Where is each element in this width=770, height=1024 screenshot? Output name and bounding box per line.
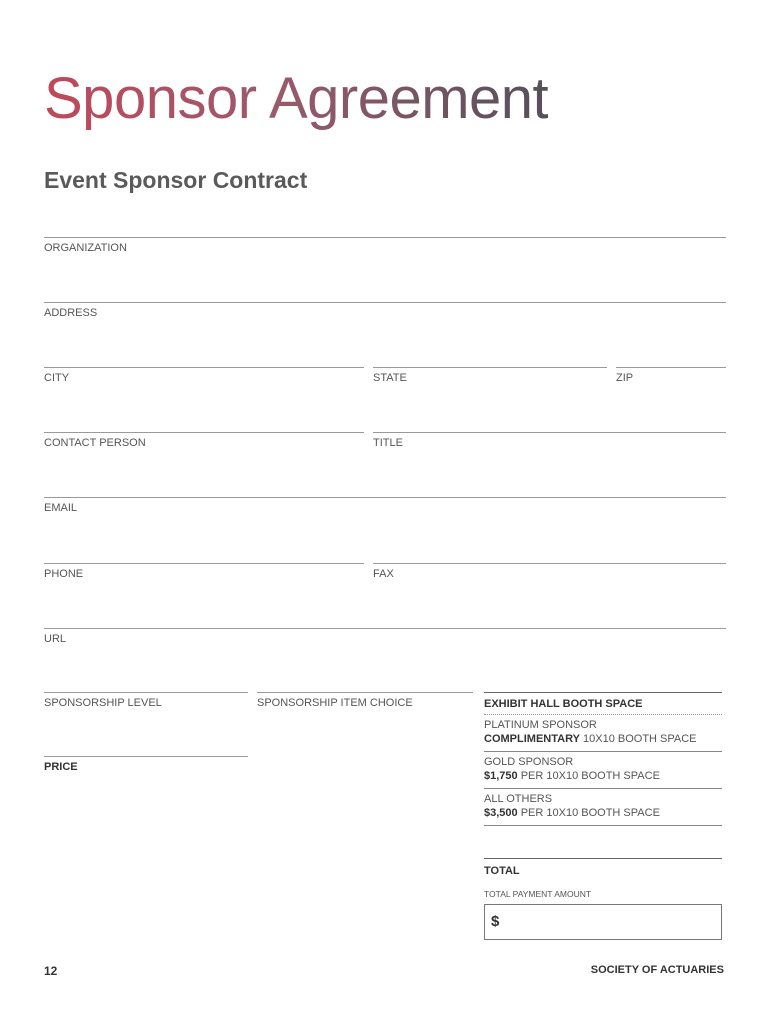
organization-field[interactable] xyxy=(44,237,726,302)
contact-person-label: CONTACT PERSON xyxy=(44,437,146,449)
title-label: TITLE xyxy=(373,437,403,449)
organization-label: ORGANIZATION xyxy=(44,242,127,254)
sponsorship-item-choice-label: SPONSORSHIP ITEM CHOICE xyxy=(257,697,413,709)
booth-option-price: $1,750 xyxy=(484,770,518,782)
address-field[interactable] xyxy=(44,302,726,367)
booth-space-table xyxy=(484,692,722,826)
footer-organization: SOCIETY OF ACTUARIES xyxy=(590,964,724,976)
total-label: TOTAL xyxy=(484,865,520,877)
booth-option-level: ALL OTHERS xyxy=(484,793,553,805)
total-payment-amount-input[interactable] xyxy=(484,904,722,940)
booth-option-level: GOLD SPONSOR xyxy=(484,756,574,768)
price-field[interactable] xyxy=(44,756,248,797)
sponsorship-level-field[interactable] xyxy=(44,692,248,755)
total-payment-amount-label: TOTAL PAYMENT AMOUNT xyxy=(484,889,592,899)
booth-option-all-others xyxy=(484,789,722,826)
email-label: EMAIL xyxy=(44,502,78,514)
address-label: ADDRESS xyxy=(44,307,98,319)
state-label: STATE xyxy=(373,372,407,384)
contact-person-field[interactable] xyxy=(44,432,364,497)
dollar-sign: $ xyxy=(491,913,500,930)
booth-option-detail: 10X10 BOOTH SPACE xyxy=(583,733,697,745)
sponsorship-level-label: SPONSORSHIP LEVEL xyxy=(44,697,162,709)
zip-label: ZIP xyxy=(616,372,634,384)
price-label: PRICE xyxy=(44,761,78,773)
phone-label: PHONE xyxy=(44,568,84,580)
page-title: Sponsor Agreement xyxy=(44,64,548,134)
page-subtitle: Event Sponsor Contract xyxy=(44,167,308,193)
city-label: CITY xyxy=(44,372,70,384)
booth-option-price: COMPLIMENTARY xyxy=(484,733,580,745)
phone-field[interactable] xyxy=(44,563,364,628)
booth-option-gold xyxy=(484,752,722,789)
booth-option-level: PLATINUM SPONSOR xyxy=(484,719,597,731)
booth-option-detail: PER 10X10 BOOTH SPACE xyxy=(520,807,660,819)
url-field[interactable] xyxy=(44,628,726,693)
total-section xyxy=(484,858,722,940)
city-field[interactable] xyxy=(44,367,364,432)
booth-option-platinum xyxy=(484,715,722,752)
state-field[interactable] xyxy=(373,367,607,432)
page-number: 12 xyxy=(44,964,58,978)
zip-field[interactable] xyxy=(616,367,726,432)
url-label: URL xyxy=(44,633,67,645)
booth-option-detail: PER 10X10 BOOTH SPACE xyxy=(520,770,660,782)
fax-label: FAX xyxy=(373,568,394,580)
booth-space-heading: EXHIBIT HALL BOOTH SPACE xyxy=(484,693,722,715)
sponsorship-item-choice-field[interactable] xyxy=(257,692,473,755)
fax-field[interactable] xyxy=(373,563,726,628)
title-field[interactable] xyxy=(373,432,726,497)
booth-option-price: $3,500 xyxy=(484,807,518,819)
email-field[interactable] xyxy=(44,497,726,562)
